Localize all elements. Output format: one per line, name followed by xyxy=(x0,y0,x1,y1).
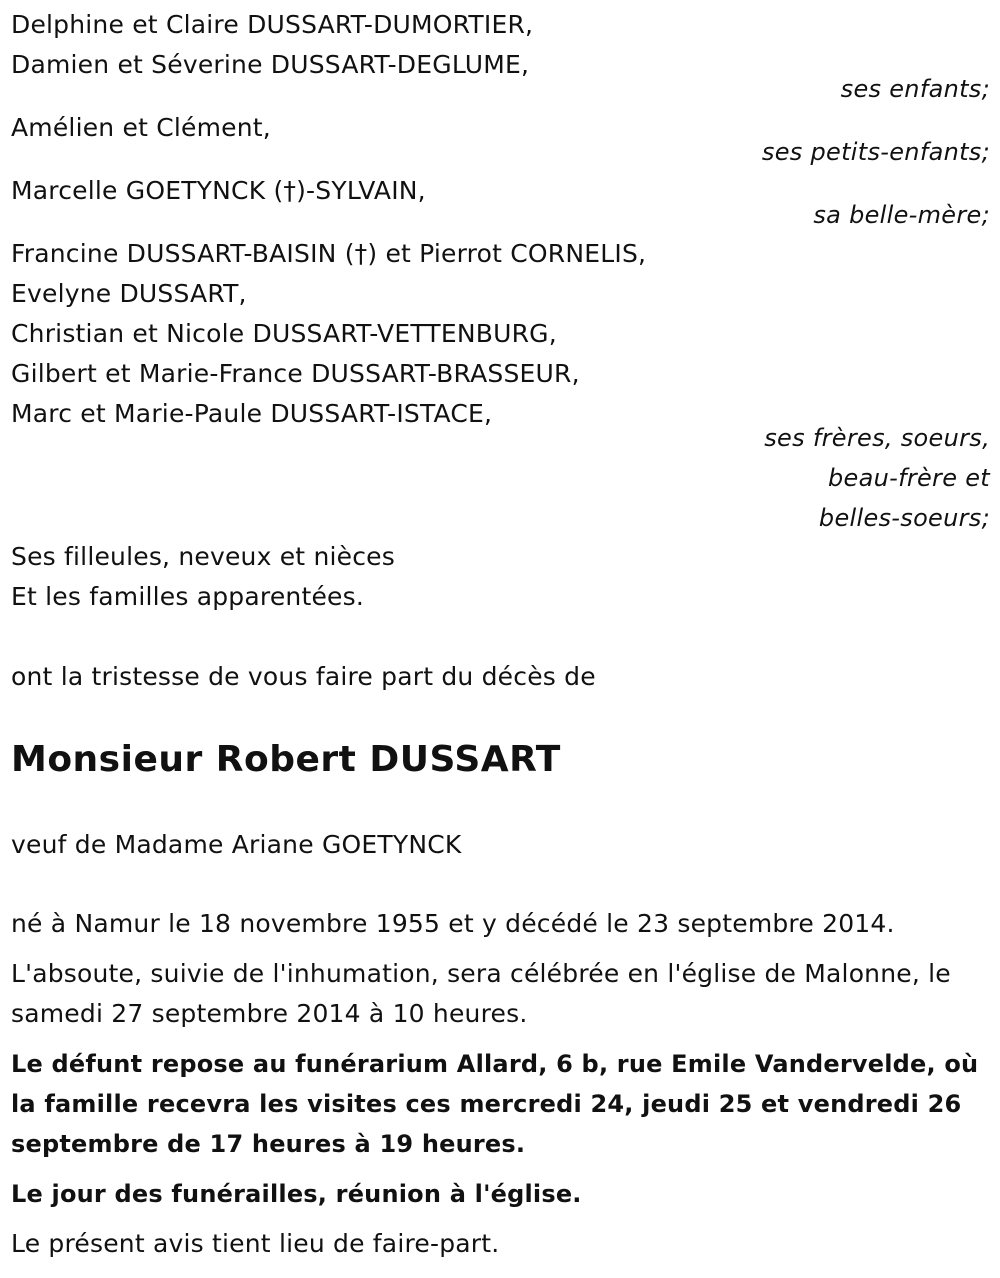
children-role: ses enfants; xyxy=(840,75,990,103)
siblings-role-line: belles-soeurs; xyxy=(818,504,990,532)
siblings-role-line: beau-frère et xyxy=(828,464,990,492)
sibling-line: Francine DUSSART-BAISIN (†) et Pierrot CORNELIS, xyxy=(11,239,647,268)
others-line: Ses filleules, neveux et nièces xyxy=(11,542,395,571)
announcement: ont la tristesse de vous faire part du décès de xyxy=(11,662,596,691)
mother-in-law-role: sa belle-mère; xyxy=(813,201,990,229)
deceased-name: Monsieur Robert DUSSART xyxy=(11,739,561,780)
birth-death-line: né à Namur le 18 novembre 1955 et y décédé le 23 septembre 2014. xyxy=(11,909,895,938)
widower-line: veuf de Madame Ariane GOETYNCK xyxy=(11,830,462,859)
funerarium-line: septembre de 17 heures à 19 heures. xyxy=(11,1130,526,1158)
siblings-role-line: ses frères, soeurs, xyxy=(764,424,990,452)
meeting-line: Le jour des funérailles, réunion à l'église. xyxy=(11,1180,582,1208)
others-line: Et les familles apparentées. xyxy=(11,582,364,611)
sibling-line: Marc et Marie-Paule DUSSART-ISTACE, xyxy=(11,399,493,428)
sibling-line: Gilbert et Marie-France DUSSART-BRASSEUR, xyxy=(11,359,580,388)
sibling-line: Evelyne DUSSART, xyxy=(11,279,247,308)
sibling-line: Christian et Nicole DUSSART-VETTENBURG, xyxy=(11,319,557,348)
child-line: Delphine et Claire DUSSART-DUMORTIER, xyxy=(11,10,534,39)
child-line: Damien et Séverine DUSSART-DEGLUME, xyxy=(11,50,530,79)
ceremony-line: L'absoute, suivie de l'inhumation, sera célébrée en l'église de Malonne, le xyxy=(11,959,951,988)
grandchildren-line: Amélien et Clément, xyxy=(11,113,271,142)
mother-in-law-line: Marcelle GOETYNCK (†)-SYLVAIN, xyxy=(11,176,426,205)
funerarium-line: la famille recevra les visites ces mercredi 24, jeudi 25 et vendredi 26 xyxy=(11,1090,962,1118)
ceremony-line: samedi 27 septembre 2014 à 10 heures. xyxy=(11,999,528,1028)
funerarium-line: Le défunt repose au funérarium Allard, 6 b, rue Emile Vandervelde, où xyxy=(11,1050,979,1078)
closing-line: Le présent avis tient lieu de faire-part. xyxy=(11,1229,500,1258)
grandchildren-role: ses petits-enfants; xyxy=(761,138,990,166)
